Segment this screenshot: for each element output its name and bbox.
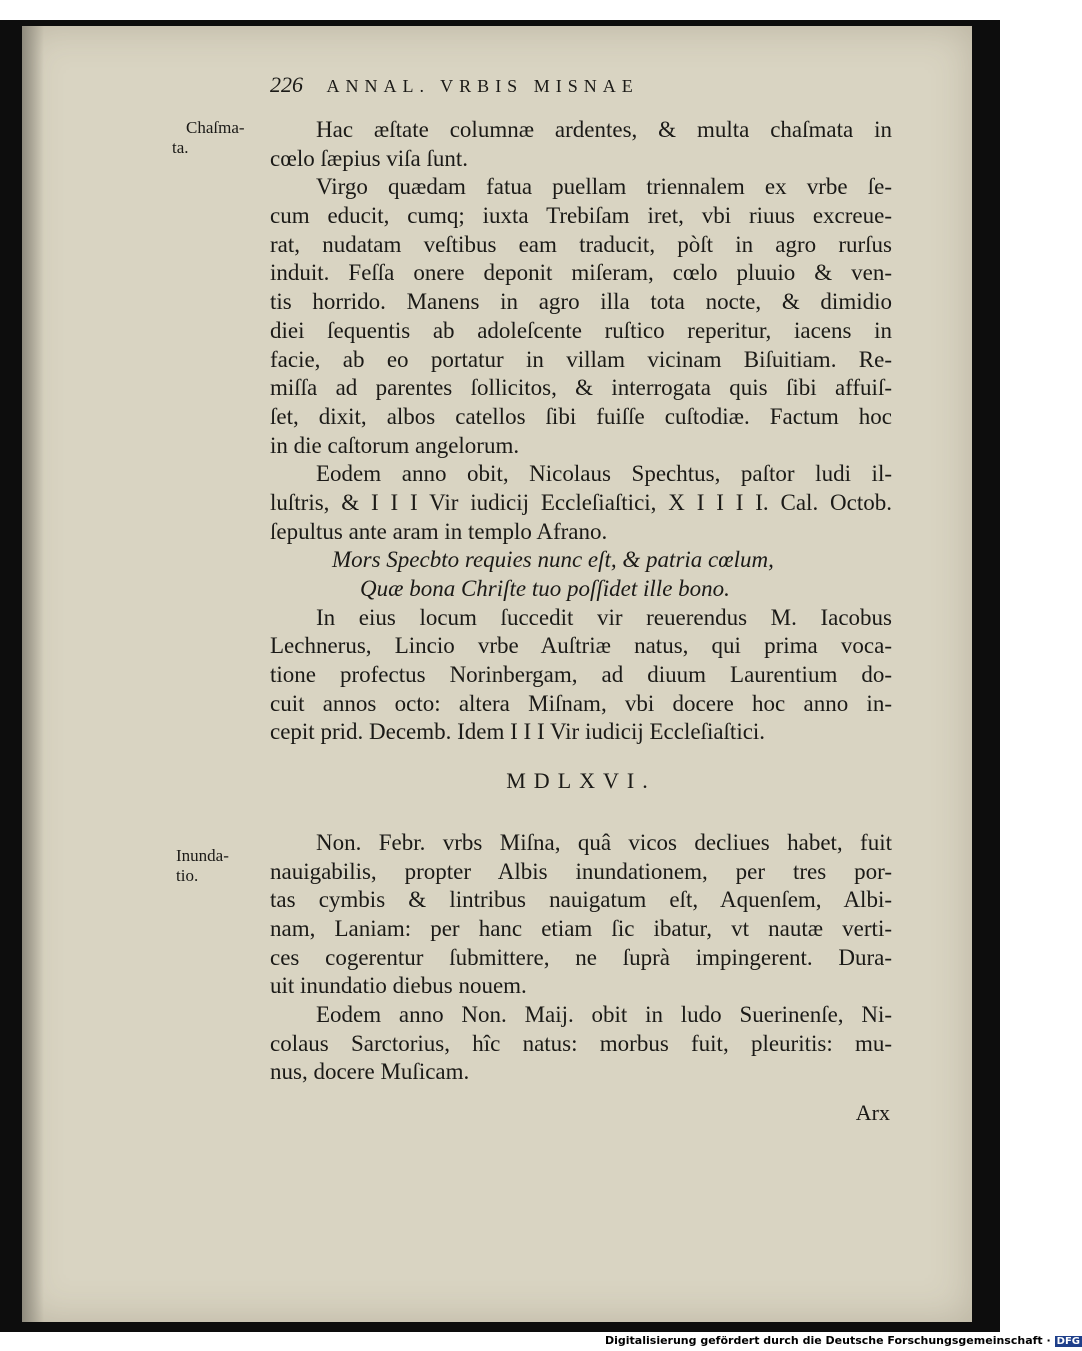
text-line: tione profectus Norinbergam, ad diuum Laurentium do-: [270, 662, 892, 688]
year-heading: MDLXVI.: [506, 768, 656, 794]
running-title: ANNAL. VRBIS MISNAE: [326, 76, 639, 96]
verse-line: Mors Specbto requies nunc eſt, & patria cœlum,: [332, 547, 774, 573]
catchword: Arx: [855, 1100, 890, 1125]
verse-line: Quæ bona Chriſte tuo poſſidet ille bono.: [360, 576, 730, 601]
epitaph-verse: [270, 546, 892, 603]
text-line: cuit annos octo: altera Miſnam, vbi docere hoc anno in-: [270, 690, 892, 716]
text-line: ces cogerentur ſubmittere, ne ſuprà impingerent. Dura-: [270, 944, 892, 970]
text-line: Eodem anno Non. Maij. obit in ludo Suerinenſe, Ni-: [316, 1001, 892, 1027]
running-header: [270, 72, 870, 104]
text-line: diei ſequentis ab adoleſcente ruſtico reperitur, iacens in: [270, 317, 892, 343]
text-line: ſet, dixit, albos catellos ſibi fuiſſe cuſtodiæ. Factum hoc: [270, 403, 892, 429]
text-line: facie, ab eo portatur in villam vicinam Biſuitiam. Re-: [270, 346, 892, 372]
text-line: Non. Febr. vrbs Miſna, quâ vicos decliues habet, fuit: [316, 829, 892, 855]
text-line: cœlo ſæpius viſa ſunt.: [270, 145, 469, 171]
text-line: Lechnerus, Lincio vrbe Auſtriæ natus, qui prima voca-: [270, 633, 892, 659]
text-line: Hac æſtate columnæ ardentes, & multa chaſmata in: [316, 117, 892, 142]
text-line: in die caſtorum angelorum.: [270, 432, 520, 458]
text-line: colaus Sarctorius, hîc natus: morbus fuit, pleuritis: mu-: [270, 1030, 892, 1056]
text-line: nauigabilis, propter Albis inundationem, per tres por-: [270, 858, 892, 884]
text-block-lechner: [270, 604, 892, 747]
text-line: induit. Feſſa onere deponit miſeram, cœlo pluuio & ven-: [270, 260, 892, 286]
page-gutter-shadow: [22, 26, 44, 1322]
main-text: [270, 116, 892, 1087]
dfg-logo: DFG: [1056, 1336, 1081, 1347]
margin-note-inundatio: Inunda- tio.: [176, 846, 229, 885]
margin-note-chasmata: Chaſma- ta.: [172, 118, 245, 157]
text-line: Virgo quædam fatua puellam triennalem ex vrbe ſe-: [316, 174, 892, 200]
text-line: In eius locum ſuccedit vir reuerendus M. Iacobus: [316, 604, 892, 630]
page-number: 226: [270, 72, 303, 97]
text-line: nus, docere Muſicam.: [270, 1059, 470, 1085]
text-line: cepit prid. Decemb. Idem I I I Vir iudicij Eccleſiaſtici.: [270, 719, 766, 745]
text-line: luſtris, & I I I Vir iudicij Eccleſiaſtici, X I I I I. Cal. Octob.: [270, 489, 892, 515]
text-line: uit inundatio diebus nouem.: [270, 973, 527, 999]
text-line: rat, nudatam veſtibus eam traducit, pòſt in agro rurſus: [270, 231, 892, 257]
digitization-credit: Digitalisierung gefördert durch die Deutsche Forschungsgemeinschaft · DFG: [605, 1334, 1081, 1347]
text-line: ſepultus ante aram in templo Afrano.: [270, 518, 608, 544]
text-line: cum educit, cumq; iuxta Trebiſam iret, vbi riuus excreue-: [270, 203, 892, 229]
text-block-1566-events: [270, 116, 892, 546]
text-line: tas cymbis & lintribus nauigatum eſt, Aquenſem, Albi-: [270, 887, 892, 913]
text-block-inundation: [270, 829, 892, 1087]
text-line: nam, Laniam: per hanc etiam ſic ibatur, vt nautæ verti-: [270, 915, 892, 941]
text-line: miſſa ad parentes ſollicitos, & interrogata quis ſibi affuiſ-: [270, 375, 892, 401]
text-line: tis horrido. Manens in agro illa tota nocte, & dimidio: [270, 289, 892, 315]
text-line: Eodem anno obit, Nicolaus Spechtus, paſtor ludi il-: [316, 461, 892, 487]
